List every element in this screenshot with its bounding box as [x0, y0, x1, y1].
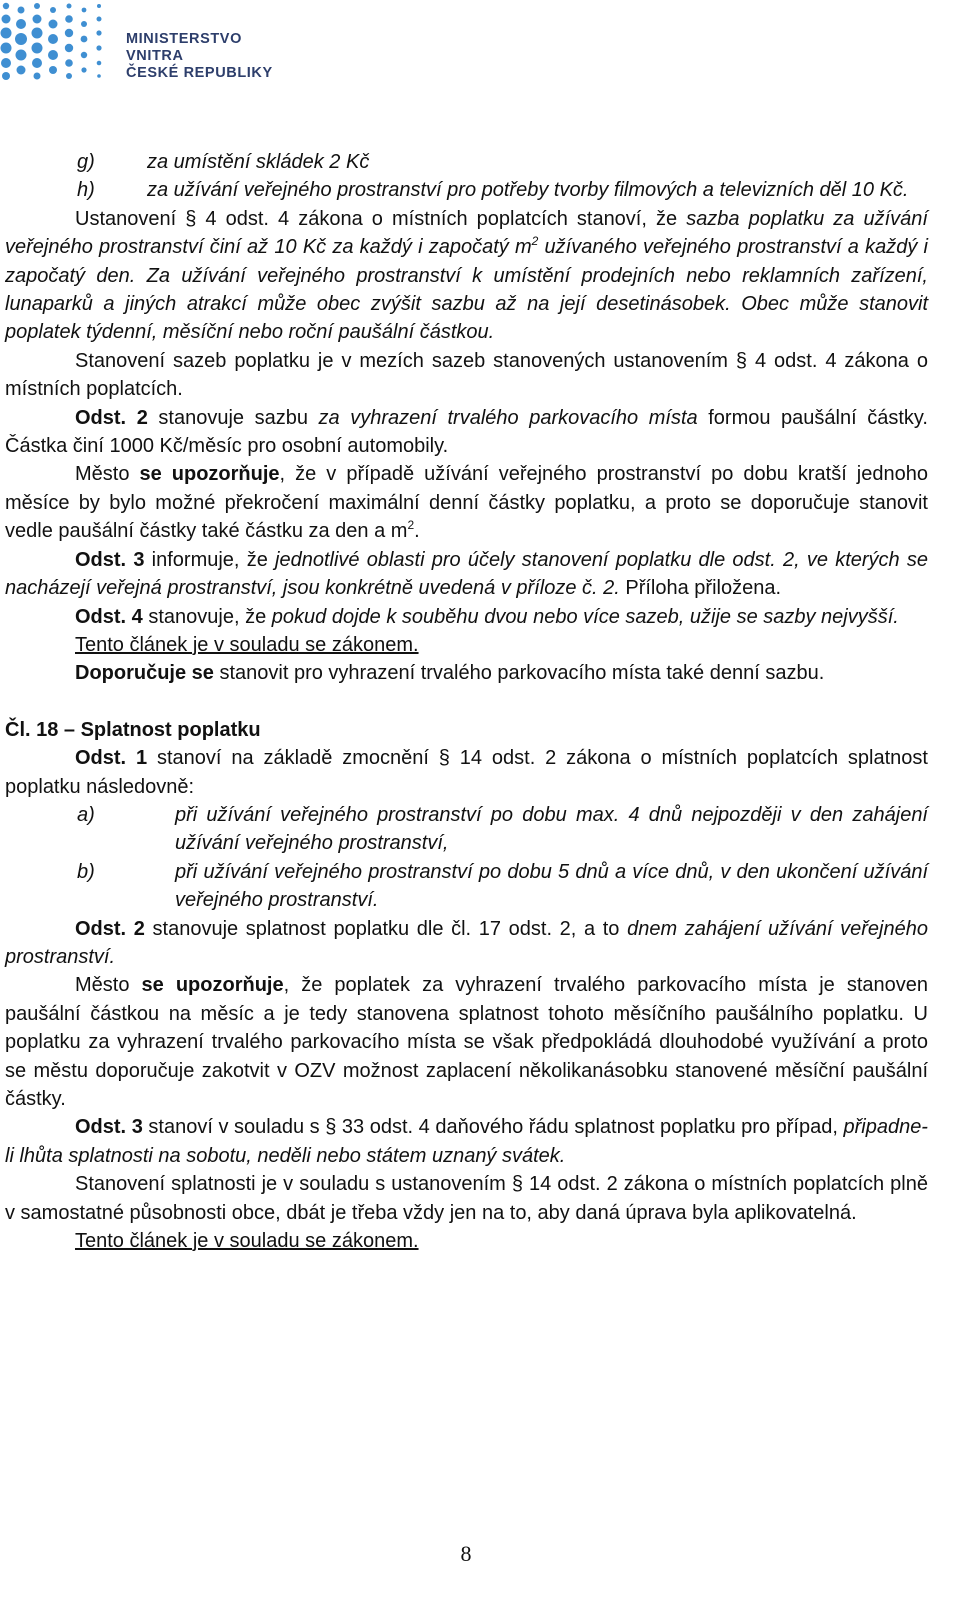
superscript: 2 — [407, 518, 415, 533]
ministry-logo — [0, 0, 300, 82]
odst-number: 2 — [126, 917, 153, 940]
paragraph — [5, 1227, 928, 1255]
list-item-label: g) — [77, 151, 95, 173]
text-run: stanoví na základě zmocnění § 14 odst. 2 zákona o místních poplatcích splatnost poplatku následovně: — [5, 747, 928, 798]
text-run: formou paušální částky. Částka činí 1000 Kč/měsíc pro osobní automobily. — [5, 406, 928, 458]
paragraph — [5, 603, 928, 631]
list-item-label: a) — [77, 803, 95, 826]
text-run: stanovuje, že — [148, 605, 272, 628]
text-run: Město — [75, 463, 140, 486]
due-date-list — [5, 801, 928, 915]
list-item — [5, 858, 928, 915]
list-item-text: za umístění skládek 2 Kč — [147, 151, 370, 173]
text-run: za vyhrazení trvalého parkovacího místa — [318, 406, 698, 429]
superscript: 2 — [531, 234, 539, 249]
odst-label: Odst. — [75, 406, 127, 429]
paragraph — [5, 915, 928, 972]
paragraph — [5, 744, 928, 801]
paragraph — [5, 971, 928, 1113]
text-run: , že poplatek za vyhrazení trvalého parkovacího místa je stanoven paušální částkou na měsíc a je tedy stanovena splatnost tohoto měsíčního paušálního poplatku. U poplatku za vyhrazení trvalého parkovacího místa se však předpokládá dlouhodobé využívání a proto se městu doporučuje zakotvit v OZV možnost zaplacení několikanásobku stanovené měsíční paušální částky. — [5, 974, 928, 1110]
text-run: , že v případě užívání veřejného prostranství po dobu kratší jednoho měsíce by bylo možné překročení maximální denní částky poplatku, a proto se doporučuje stanovit vedle paušální částky také částku za den a m — [5, 463, 928, 543]
page-number: 8 — [460, 1541, 472, 1566]
text-run: sazba poplatku za užívání veřejného prostranství činí až 10 Kč za každý i započatý m — [5, 207, 928, 259]
paragraph — [5, 546, 928, 603]
text-run: jednotlivé oblasti pro účely stanovení poplatku dle odst. 2, ve kterých se nacházejí veřejná prostranství, jsou konkrétně uvedená v příloze č. 2. — [5, 548, 928, 600]
paragraph — [5, 460, 928, 545]
text-run: stanovit pro vyhrazení trvalého parkovacího místa také denní sazbu. — [213, 662, 825, 685]
conformity-note: Tento článek je v souladu se zákonem. — [75, 1230, 419, 1253]
paragraph — [5, 1113, 928, 1170]
text-run: užívaného veřejného prostranství a každý i započatý den. Za užívání veřejného prostranství k umístění prodejních nebo reklamních zařízení, lunaparků a jiných atrakcí může obec zvýšit sazbu až na její desetinásobek. Obec může stanovit poplatek týdenní, měsíční nebo roční paušální částkou. — [5, 236, 928, 344]
odst-label: Odst. — [75, 548, 127, 571]
bold-text: se upozorňuje — [139, 463, 280, 486]
odst-number: 2 — [126, 406, 159, 429]
text-run: . — [414, 520, 420, 543]
list-item-text: za užívání veřejného prostranství pro potřeby tvorby filmových a televizních děl 10 Kč. — [147, 179, 909, 202]
conformity-note: Tento článek je v souladu se zákonem. — [75, 633, 419, 656]
odst-label: Odst. — [75, 917, 127, 940]
odst-label: Odst. — [75, 605, 127, 628]
document-body — [5, 148, 928, 1255]
odst-number: 1 — [126, 747, 157, 770]
paragraph — [5, 631, 928, 659]
list-item-text: při užívání veřejného prostranství po dobu max. 4 dnů nejpozději v den zahájení užívání veřejného prostranství, — [175, 803, 928, 855]
list-item-label: h) — [77, 179, 95, 202]
odst-label: Odst. — [75, 747, 127, 770]
odst-number: 4 — [126, 605, 149, 628]
text-run: stanovuje splatnost poplatku dle čl. 17 odst. 2, a to — [152, 917, 628, 940]
text-run: stanoví v souladu s § 33 odst. 4 daňového řádu splatnost poplatku pro případ, — [148, 1116, 844, 1139]
text-run: informuje, že — [151, 548, 276, 571]
paragraph — [5, 205, 928, 347]
dot-grid-logo-icon — [0, 0, 110, 82]
bold-text: se upozorňuje — [141, 974, 284, 997]
text-run: dnem zahájení užívání veřejného prostranství. — [5, 917, 928, 968]
text-run: Město — [75, 974, 142, 997]
list-item — [5, 801, 928, 858]
section-heading — [5, 716, 928, 744]
text-run: Příloha přiložena. — [619, 577, 781, 600]
text-run: pokud dojde k souběhu dvou nebo více sazeb, užije se sazby nejvyšší. — [271, 605, 899, 628]
list-item — [5, 148, 928, 176]
text-run: připadne-li lhůta splatnosti na sobotu, neděli nebo státem uznaný svátek. — [5, 1116, 928, 1167]
text-run: Ustanovení § 4 odst. 4 zákona o místních poplatcích stanoví, že — [75, 207, 687, 230]
rate-list — [5, 148, 928, 205]
paragraph — [5, 659, 928, 687]
heading-text: Čl. 18 – Splatnost poplatku — [5, 718, 261, 741]
logo-wordmark — [126, 31, 300, 82]
text-run: stanovuje sazbu — [158, 406, 319, 429]
logo-line-2: ČESKÉ REPUBLIKY — [126, 65, 273, 81]
logo-line-1: MINISTERSTVO VNITRA — [126, 31, 242, 64]
spacer — [5, 688, 928, 716]
odst-number: 3 — [126, 548, 152, 571]
paragraph — [5, 404, 928, 461]
list-item — [5, 176, 928, 204]
paragraph: Stanovení splatnosti je v souladu s ustanovením § 14 odst. 2 zákona o místních poplatcích plně v samostatné působnosti obce, dbát je třeba vždy jen na to, aby daná úprava byla aplikovatelná. — [5, 1173, 928, 1224]
paragraph: Stanovení sazeb poplatku je v mezích sazeb stanovených ustanovením § 4 odst. 4 zákona o místních poplatcích. — [5, 349, 928, 401]
list-item-label: b) — [77, 860, 95, 883]
bold-text: Doporučuje se — [75, 662, 214, 685]
odst-number: 3 — [126, 1116, 149, 1139]
list-item-text: při užívání veřejného prostranství po dobu 5 dnů a více dnů, v den ukončení užívání veřejného prostranství. — [175, 860, 928, 912]
odst-label: Odst. — [75, 1116, 127, 1139]
